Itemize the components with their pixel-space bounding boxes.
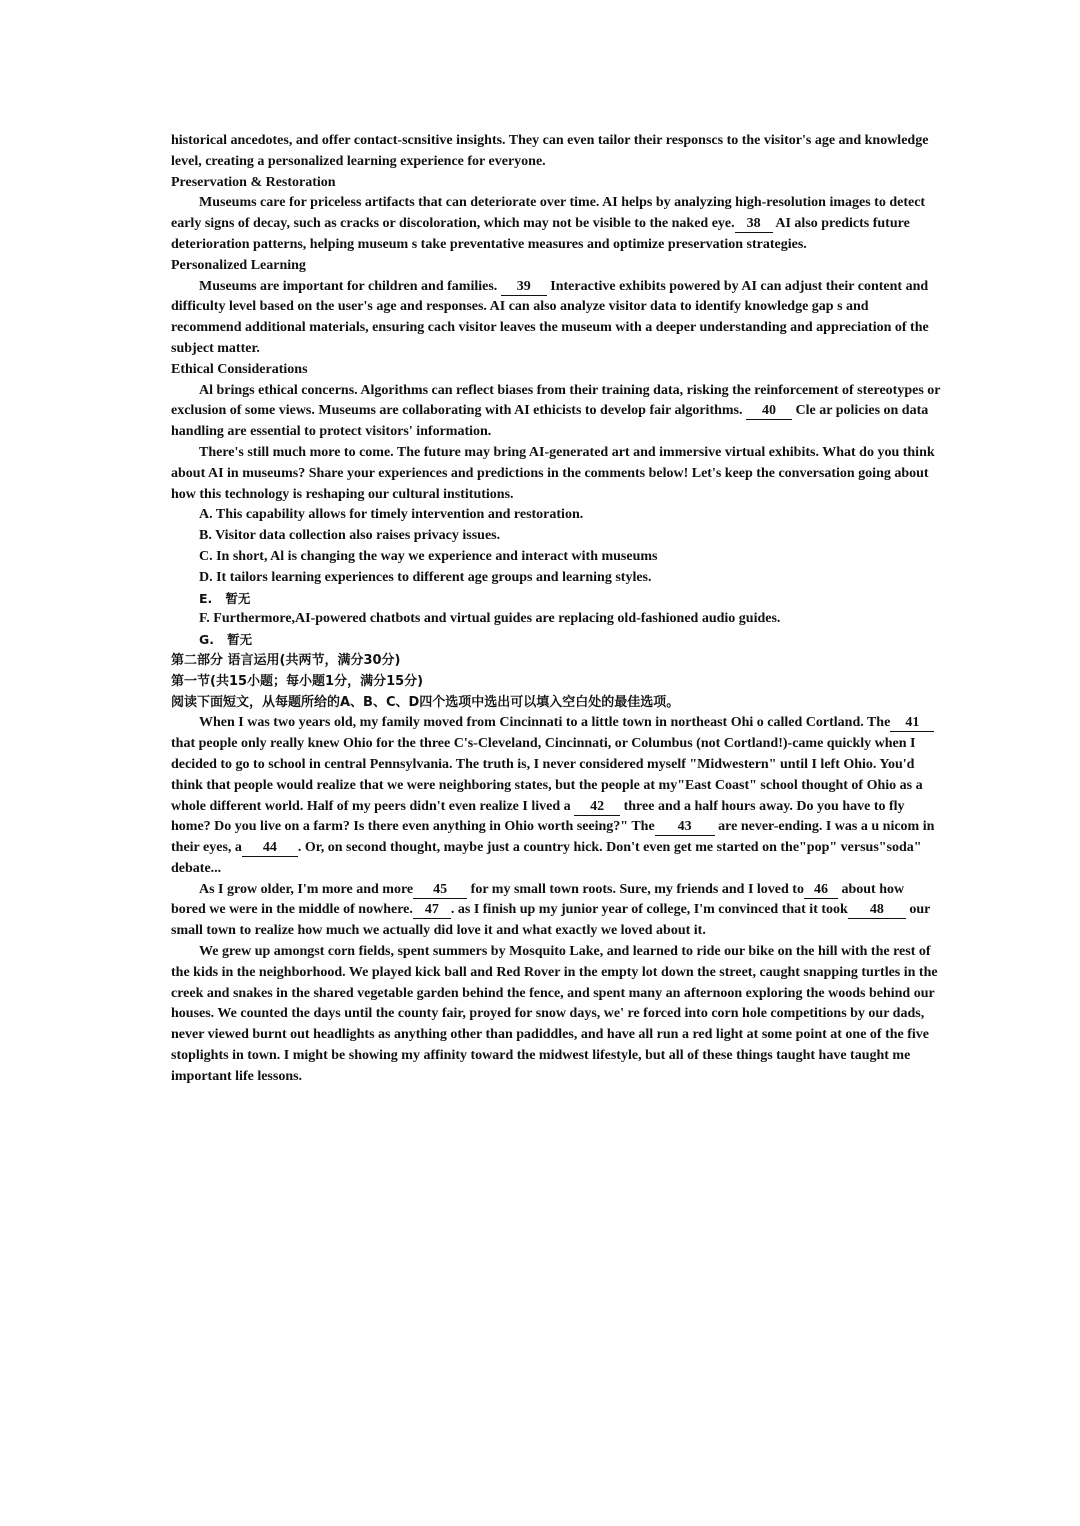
passage-p2-text-3: about how bored we were in the middle of nowhere. <box>171 881 905 918</box>
blank-40: 40 <box>746 403 792 420</box>
paragraph-ethical <box>171 381 941 443</box>
blank-43: 43 <box>655 819 715 836</box>
paragraph-personalized <box>171 277 941 360</box>
blank-44: 44 <box>242 840 298 857</box>
passage-paragraph-1 <box>171 713 941 879</box>
personalized-text-after: Interactive exhibits powered by AI can adjust their content and difficulty level based on the user's age and responses. AI can also analyze visitor data to identify knowledge gap s and recommend additional materials, ensuring cach visitor leaves the museum with a deeper understanding and appreciation of the subject matter. <box>171 278 929 356</box>
heading-preservation: Preservation & Restoration <box>171 174 336 190</box>
paragraph-closing: There's still much more to come. The future may bring AI-generated art and immersive virtual exhibits. What do you think about AI in museums? Share your experiences and predictions in the comments below! Let's keep the conversation going about how this technology is reshaping our cultural institutions. <box>171 444 935 502</box>
document-page <box>171 131 941 1088</box>
passage-p1-text-5: . Or, on second thought, maybe just a country hick. Don't even get me started on the"pop" versus"soda" debate... <box>171 840 922 876</box>
preservation-text-before: Museums care for priceless artifacts that can deteriorate over time. AI helps by analyzing high-resolution images to detect early signs of decay, such as cracks or discoloration, which may not be visible to the naked eye. <box>171 195 926 232</box>
passage-p2-text-1: As I grow older, I'm more and more <box>199 881 414 897</box>
passage-p2-text-5: our small town to realize how much we actually did love it and what exactly we loved about it. <box>171 902 931 939</box>
passage-p2-text-4: . as I finish up my junior year of college, I'm convinced that it took <box>450 902 848 918</box>
passage-p2-text-2: for my small town roots. Sure, my friends and I loved to <box>470 881 804 897</box>
blank-46: 46 <box>804 882 838 899</box>
heading-personalized: Personalized Learning <box>171 257 306 273</box>
option-c: C. In short, Al is changing the way we experience and interact with museums <box>199 548 658 564</box>
option-f: F. Furthermore,AI-powered chatbots and virtual guides are replacing old-fashioned audio guides. <box>199 611 781 627</box>
part2-instructions: 阅读下面短文，从每题所给的A、B、C、D四个选项中选出可以填入空白处的最佳选项。 <box>171 694 680 710</box>
part2-section1: 第一节(共15小题；每小题1分，满分15分) <box>171 673 424 689</box>
blank-41: 41 <box>890 715 934 732</box>
option-g: G. 暂无 <box>199 632 253 648</box>
option-e: E. 暂无 <box>199 590 251 606</box>
passage-p1-text-1: When I was two years old, my family moved from Cincinnati to a little town in northeast Ohi o called Cortland. The <box>199 715 891 731</box>
ethical-text-before: Al brings ethical concerns. Algorithms can reflect biases from their training data, risking the reinforcement of stereotypes or exclusion of some views. Museums are collaborating with AI ethicists to develop fair algorithms. <box>171 382 941 419</box>
option-a: A. This capability allows for timely intervention and restoration. <box>199 507 584 523</box>
intro-paragraph-end: historical ancedotes, and offer contact-scnsitive insights. They can even tailor their responscs to the visitor's age and knowledge level, creating a personalized learning experience for everyone. <box>171 133 929 169</box>
paragraph-preservation <box>171 193 941 255</box>
passage-p1-text-3: three and a half hours away. Do you have to fly home? Do you live on a farm? Is there even anything in Ohio worth seeing?" The <box>171 798 905 835</box>
passage-paragraph-3: We grew up amongst corn fields, spent summers by Mosquito Lake, and learned to ride our bike on the hill with the rest of the kids in the neighborhood. We played kick ball and Red Rover in the empty lot down the street, caught snapping turtles in the creek and snakes in the shared vegetable garden behind the fence, and spent many an afternoon exploring the woods behind our houses. We counted the days until the county fair, proyed for snow days, we' re forced into corn hole competitions by our dads, never viewed burnt out headlights as anything other than padiddles, and have all run a red light at some point at one of the five stoplights in town. I might be showing my affinity toward the midwest lifestyle, but all of these things taught have taught me important life lessons. <box>171 944 938 1084</box>
part2-title: 第二部分 语言运用(共两节，满分30分) <box>171 652 401 668</box>
option-d: D. It tailors learning experiences to different age groups and learning styles. <box>199 569 652 585</box>
blank-48: 48 <box>848 902 906 919</box>
heading-ethical: Ethical Considerations <box>171 361 308 377</box>
blank-42: 42 <box>574 799 620 816</box>
passage-p1-text-4: are never-ending. I was a u nicom in their eyes, a <box>171 819 935 856</box>
preservation-text-after: AI also predicts future deterioration patterns, helping museum s take preventative measures and optimize preservation strategies. <box>171 216 910 252</box>
option-b: B. Visitor data collection also raises privacy issues. <box>199 528 501 544</box>
personalized-text-before: Museums are important for children and families. <box>199 278 498 294</box>
blank-45: 45 <box>413 882 467 899</box>
passage-paragraph-2 <box>171 880 941 942</box>
blank-47: 47 <box>413 902 451 919</box>
passage-p1-text-2: that people only really knew Ohio for the three C's-Cleveland, Cincinnati, or Columbus (not Cortland!)-came quickly when I decided to go to school in central Pennsylvania. The truth is, I never considered myself "Midwestern" until I left Ohio. You'd think that people would realize that we were neighboring states, but the people at my"East Coast" school thought of Ohio as a whole different world. Half of my peers didn't even realize I lived a <box>171 736 923 814</box>
blank-39: 39 <box>501 279 547 296</box>
blank-38: 38 <box>735 216 773 233</box>
ethical-text-after: Cle ar policies on data handling are essential to protect visitors' information. <box>171 403 929 440</box>
